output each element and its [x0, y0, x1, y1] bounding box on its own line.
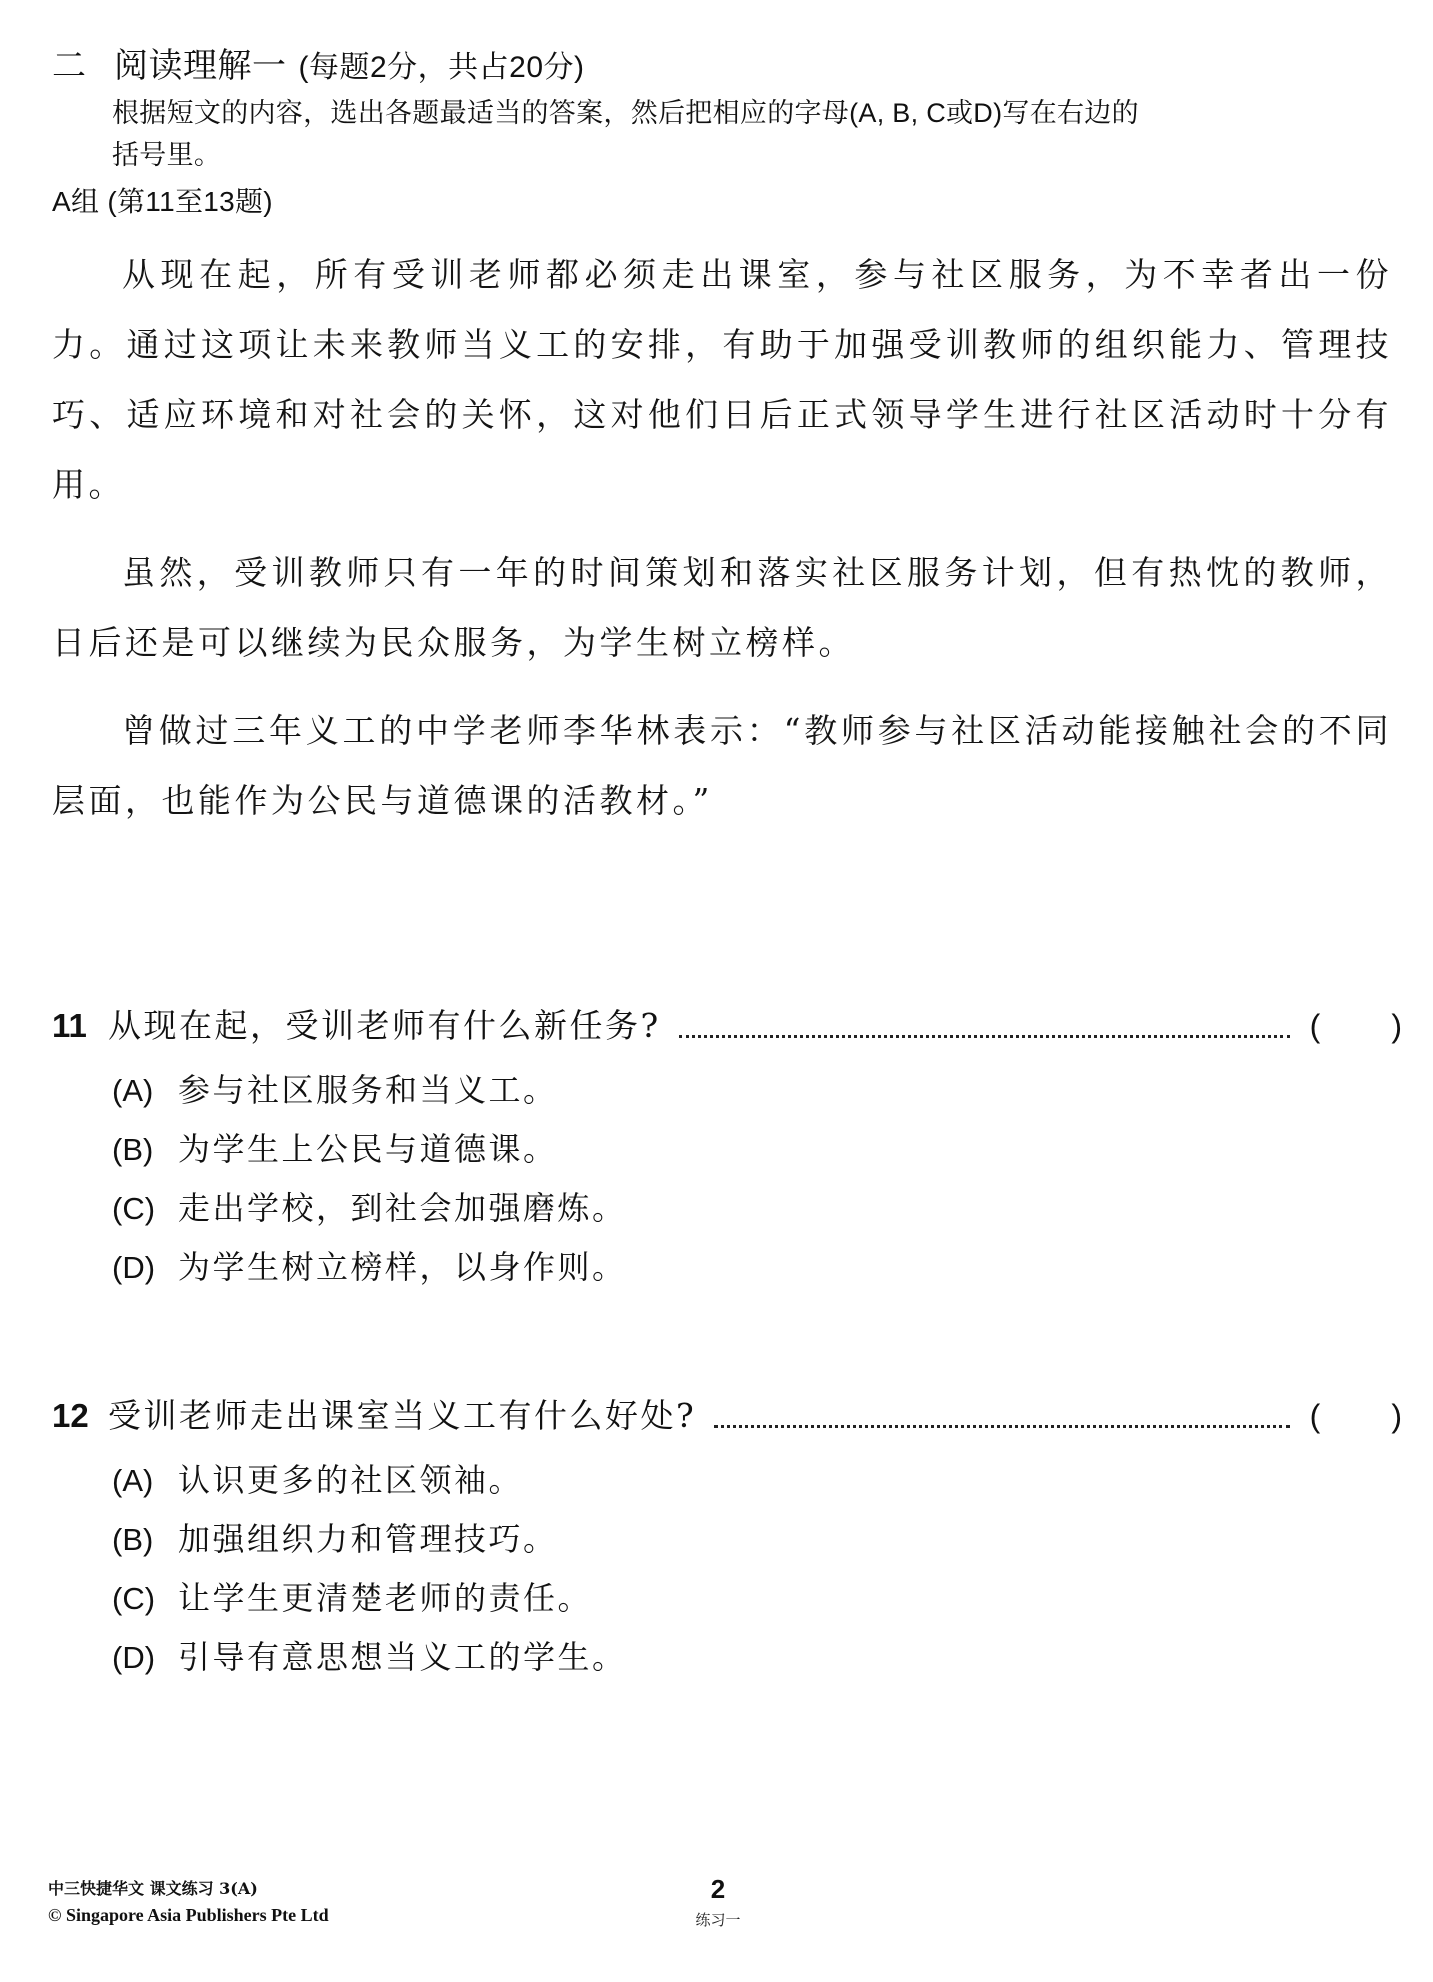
passage-paragraph: 曾做过三年义工的中学老师李华林表示：“教师参与社区活动能接触社会的不同层面，也能作为公民与道德课的活教材。” [52, 711, 1392, 820]
option-d-letter: (D) [112, 1640, 156, 1675]
dotted-leader [714, 1392, 1289, 1428]
instructions-line-2: 括号里。 [112, 140, 222, 170]
question-11-options [52, 1061, 1402, 1297]
question-12 [52, 1390, 1402, 1687]
option-d-text: 为学生树立榜样，以身作则。 [178, 1248, 627, 1286]
section-title: 阅读理解一 [114, 47, 287, 85]
option-a-text: 参与社区服务和当义工。 [178, 1071, 558, 1109]
question-11-number: 11 [52, 1007, 87, 1044]
question-12-number: 12 [52, 1397, 89, 1434]
option-b-text: 为学生上公民与道德课。 [178, 1130, 558, 1168]
option-b-letter: (B) [112, 1132, 154, 1167]
question-11-answer-box[interactable]: ( ) [1309, 1008, 1402, 1044]
option-d-letter: (D) [112, 1250, 156, 1285]
option-a-letter: (A) [112, 1463, 154, 1498]
question-12-options [52, 1451, 1402, 1687]
instructions-line-1: 根据短文的内容，选出各题最适当的答案，然后把相应的字母(A, B, C或D)写在右边的 [112, 98, 1139, 128]
option-c-letter: (C) [112, 1191, 156, 1226]
page-subtitle: 练习一 [695, 1911, 741, 1929]
group-label: A组 (第11至13题) [52, 186, 273, 217]
option-a-letter: (A) [112, 1073, 154, 1108]
section-number: 二 [52, 48, 87, 85]
question-11-text: 从现在起，受训老师有什么新任务? [108, 1006, 661, 1045]
option-c[interactable] [112, 1569, 1402, 1628]
question-12-answer-box[interactable]: ( ) [1309, 1398, 1402, 1434]
passage-paragraph: 从现在起，所有受训老师都必须走出课室，参与社区服务，为不幸者出一份力。通过这项让未来教师当义工的安排，有助于加强受训教师的组织能力、管理技巧、适应环境和对社会的关怀，这对他们日后正式领导学生进行社区活动时十分有用。 [52, 255, 1392, 504]
option-c[interactable] [112, 1179, 1402, 1238]
section-heading [52, 38, 1392, 87]
footer-page-info [48, 1874, 1388, 1930]
question-12-header [52, 1390, 1402, 1437]
option-b[interactable] [112, 1510, 1402, 1569]
option-a-text: 认识更多的社区领袖。 [178, 1461, 524, 1499]
option-a[interactable] [112, 1451, 1402, 1510]
option-d[interactable] [112, 1238, 1402, 1297]
question-12-text: 受训老师走出课室当义工有什么好处? [108, 1396, 697, 1435]
question-11 [52, 1000, 1402, 1297]
question-11-header [52, 1000, 1402, 1047]
section-marks: (每题2分，共占20分) [298, 51, 585, 84]
dotted-leader [679, 1002, 1290, 1038]
page-number: 2 [710, 1874, 726, 1904]
passage-paragraph: 虽然，受训教师只有一年的时间策划和落实社区服务计划，但有热忱的教师，日后还是可以继续为民众服务，为学生树立榜样。 [52, 553, 1392, 662]
option-c-text: 让学生更清楚老师的责任。 [178, 1579, 593, 1617]
option-b[interactable] [112, 1120, 1402, 1179]
option-b-text: 加强组织力和管理技巧。 [178, 1520, 558, 1558]
page-footer [48, 1876, 1388, 1946]
footer-source-line: 中三快捷华文 课文练习 3(A) [48, 1879, 258, 1898]
instructions [112, 92, 1412, 176]
reading-passage [52, 240, 1392, 854]
option-c-text: 走出学校，到社会加强磨炼。 [178, 1189, 627, 1227]
footer-copyright: © Singapore Asia Publishers Pte Ltd [48, 1905, 329, 1925]
option-a[interactable] [112, 1061, 1402, 1120]
option-d-text: 引导有意思想当义工的学生。 [178, 1638, 627, 1676]
option-d[interactable] [112, 1628, 1402, 1687]
option-c-letter: (C) [112, 1581, 156, 1616]
option-b-letter: (B) [112, 1522, 154, 1557]
